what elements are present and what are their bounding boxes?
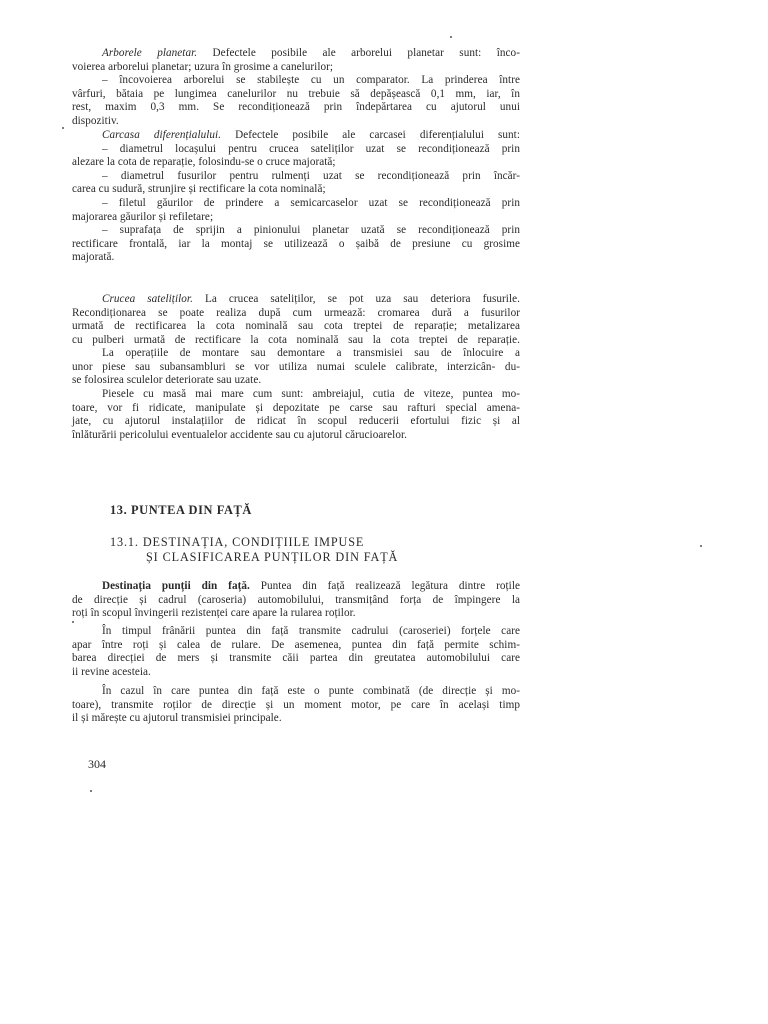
text-line: vârfuri, bătaia pe lungimea canelurilor nu trebuie să depășească 0,1 mm, iar, în xyxy=(72,87,520,100)
chapter-title: 13. PUNTEA DIN FAȚĂ xyxy=(110,503,252,517)
scan-speck xyxy=(450,36,452,38)
text-line: – diametrul locașului pentru crucea sateliților uzat se recondiționează prin xyxy=(102,142,520,155)
text-line: unor piese sau subansambluri se vor utiliza numai sculele calibrate, interzicân- du- xyxy=(72,360,520,373)
term-arborele-planetar: Arborele planetar. xyxy=(102,47,198,59)
text-line: – suprafața de sprijin a pinionului planetar uzată se recondiționează prin xyxy=(102,224,520,237)
text-line: jate, cu ajutorul instalațiilor de ridicat în scopul reducerii efortului fizic și al xyxy=(72,415,520,428)
paragraph-piese xyxy=(72,388,520,442)
term-crucea: Crucea sateliților. xyxy=(102,293,193,305)
text-line: – diametrul fusurilor pentru rulmenți uzat se recondiționează prin încăr- xyxy=(102,169,520,182)
section-title-line-2: ȘI CLASIFICAREA PUNȚILOR DIN FAȚĂ xyxy=(146,550,399,564)
text-line: toare), transmite roților de direcție și un moment motor, pe care în același timp xyxy=(72,698,520,711)
text-line: cu pulberi urmată de rectificare la cota nominală sau la cota treptei de reparație. xyxy=(72,333,520,346)
text-line: Carcasa diferențialului. Defectele posibile ale carcasei diferențialului sunt: xyxy=(102,129,520,141)
scan-speck xyxy=(90,790,92,792)
paragraph-carcasa-diferentialului xyxy=(72,129,520,265)
scan-speck xyxy=(700,545,702,547)
term-destinatia: Destinația punții din față. xyxy=(102,580,250,592)
text-line: de direcție și cadrul (caroseria) automobilului, transmițând forța de împingere la xyxy=(72,593,520,606)
text-line: alezare la cota de reparație, folosindu-se o cruce majorată; xyxy=(72,156,336,169)
text-line: Crucea sateliților. La crucea sateliților, se pot uza sau deteriora fusurile. xyxy=(102,293,520,305)
text-line: – încovoierea arborelui se stabilește cu un comparator. La prinderea între xyxy=(102,74,520,87)
paragraph-destinatia xyxy=(72,580,520,621)
section-title xyxy=(110,535,398,565)
paragraph-franare xyxy=(72,625,520,679)
text-line: Piesele cu masă mai mare cum sunt: ambreiajul, cutia de viteze, puntea mo- xyxy=(102,388,520,400)
paragraph-crucea-satelitilor xyxy=(72,293,520,347)
text-line: ii revine acesteia. xyxy=(72,665,151,678)
text-line: În cazul în care puntea din față este o punte combinată (de direcție și mo- xyxy=(102,685,520,697)
text-line: voierea arborelui planetar; uzura în grosime a canelurilor; xyxy=(72,60,334,73)
term-carcasa: Carcasa diferențialului. xyxy=(102,129,222,141)
text-line: toare, vor fi ridicate, manipulate și depozitate pe carse sau rafturi special amena- xyxy=(72,401,520,414)
text-line: – filetul găurilor de prindere a semicarcaselor uzat se recondiționează prin xyxy=(102,196,520,209)
text-line: La operațiile de montare sau demontare a transmisiei sau de înlocuire a xyxy=(102,347,520,359)
text-line: majorarea găurilor și refiletare; xyxy=(72,210,214,223)
page-number: 304 xyxy=(88,757,106,771)
paragraph-arborele-planetar xyxy=(72,47,520,129)
text-line: În timpul frânării puntea din față transmite cadrului (caroseriei) forțele care xyxy=(102,625,520,637)
scan-speck xyxy=(72,621,74,623)
paragraph-operatii xyxy=(72,347,520,388)
text-line: il și mărește cu ajutorul transmisiei principale. xyxy=(72,712,282,725)
text-line: Recondiționarea se poate realiza după cum urmează: cromarea dură a fusurilor xyxy=(72,306,520,319)
text-line: rest, maxim 0,3 mm. Se recondiționează prin îndepărtarea cu ajutorul unui xyxy=(72,101,520,114)
text-line: majorată. xyxy=(72,251,115,264)
text-line: înlăturării pericolului eventualelor accidente sau cu ajutorul cărucioarelor. xyxy=(72,428,407,441)
text-line: carea cu sudură, strunjire și rectificare la cota nominală; xyxy=(72,183,326,196)
text-line: roți în scopul învingerii rezistenței care apare la rularea roților. xyxy=(72,607,356,620)
text-line: dispozitiv. xyxy=(72,114,119,127)
text-line: urmată de rectificarea la cota nominală sau cota treptei de reparație; metalizarea xyxy=(72,320,520,333)
text-line: Destinația punții din față. Puntea din față realizează legătura dintre roțile xyxy=(102,580,520,592)
scan-speck xyxy=(62,127,64,129)
text-line: se folosirea sculelor deteriorate sau uzate. xyxy=(72,374,262,387)
text-line: rectificare frontală, iar la montaj se utilizează o șaibă de presiune cu grosime xyxy=(72,237,520,250)
text-line: barea direcției de mers și transmite căii partea din greutatea automobilului care xyxy=(72,652,520,665)
section-title-line-1: 13.1. DESTINAȚIA, CONDIȚIILE IMPUSE xyxy=(110,535,365,549)
text-line: Arborele planetar. Defectele posibile ale arborelui planetar sunt: înco- xyxy=(102,47,520,59)
paragraph-punte-combinata xyxy=(72,685,520,726)
text-line: apar între roți și calea de rulare. De asemenea, puntea din față permite schim- xyxy=(72,638,520,651)
